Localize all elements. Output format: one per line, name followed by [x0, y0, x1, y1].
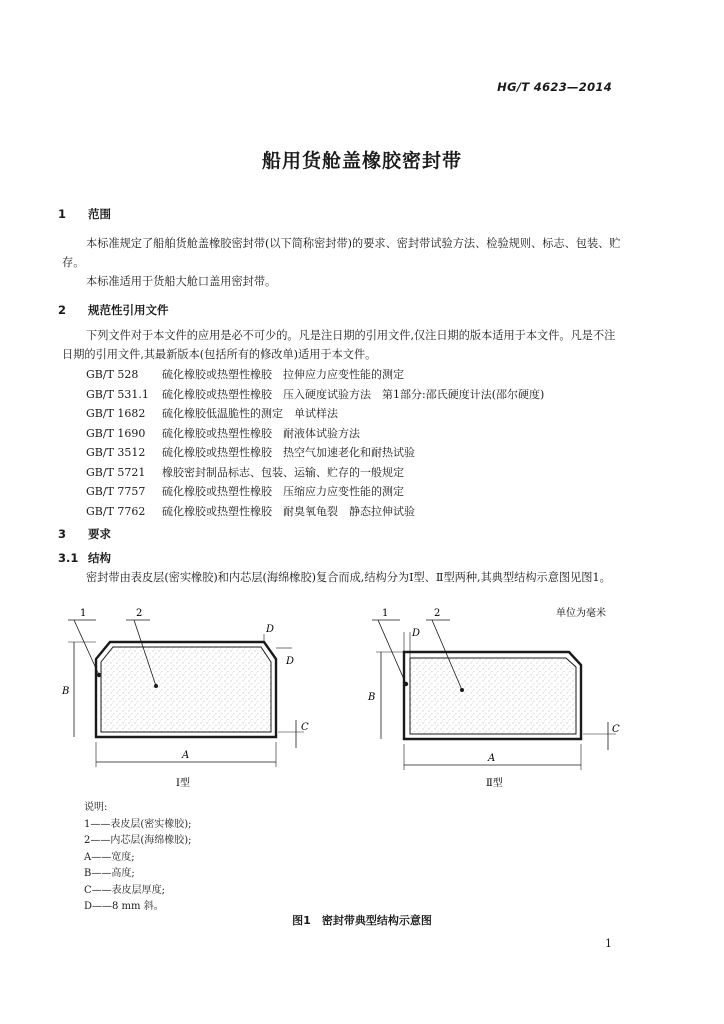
reference-item [86, 366, 404, 382]
section-3-1-heading [58, 550, 111, 566]
type-2-dim-b: B [368, 692, 376, 703]
legend-item: B——高度; [84, 868, 135, 879]
legend-item: 1——表皮层(密实橡胶); [84, 818, 192, 830]
reference-code: GB/T 531.1 [86, 387, 149, 401]
reference-title: 硫化橡胶或热塑性橡胶 压入硬度试验方法 第1部分:邵氏硬度计法(邵尔硬度) [162, 387, 545, 401]
section-1-paragraph-2: 本标准适用于货船大舱口盖用密封带。 [86, 275, 277, 288]
section-number: 1 [58, 207, 67, 221]
page-number: 1 [605, 937, 612, 950]
section-title: 结构 [88, 551, 111, 565]
section-number: 3.1 [58, 551, 79, 565]
type-1-callout-2: 2 [136, 608, 143, 619]
legend-item: C——表皮层厚度; [84, 884, 166, 896]
type-2-dim-d: D [412, 628, 421, 639]
section-number: 3 [58, 527, 67, 541]
reference-title: 硫化橡胶或热塑性橡胶 拉伸应力应变性能的测定 [162, 368, 404, 381]
reference-title: 硫化橡胶或热塑性橡胶 压缩应力应变性能的测定 [162, 485, 404, 498]
reference-item [86, 405, 338, 421]
section-2-heading [58, 302, 169, 318]
section-3-heading [58, 526, 111, 542]
page-title: 船用货舱盖橡胶密封带 [261, 150, 462, 172]
reference-title: 橡胶密封制品标志、包装、运输、贮存的一般规定 [162, 465, 404, 479]
type-1-dim-a: A [182, 750, 190, 761]
reference-code: GB/T 3512 [86, 446, 146, 459]
type-1-callout-1: 1 [80, 608, 87, 619]
section-title: 要求 [88, 527, 111, 541]
section-3-1-paragraph: 密封带由表皮层(密实橡胶)和内芯层(海绵橡胶)复合而成,结构分为Ⅰ型、Ⅱ型两种,其典型结构示意图见图1。 [86, 571, 611, 584]
legend-item: A——宽度; [84, 851, 135, 863]
figure-caption: 图1 密封带典型结构示意图 [292, 914, 432, 927]
section-title: 范围 [88, 207, 111, 221]
seal-structure-figure [56, 602, 676, 822]
section-number: 2 [58, 303, 67, 317]
figure-legend [84, 800, 192, 916]
section-2-intro: 下列文件对于本文件的应用是必不可少的。凡是注日期的引用文件,仅注日期的版本适用于本文件。凡是不注日期的引用文件,其最新版本(包括所有的修改单)适用于本文件。 [62, 329, 616, 361]
section-1-heading [58, 206, 111, 222]
reference-title: 硫化橡胶或热塑性橡胶 耐液体试验方法 [162, 426, 360, 440]
type-1-sponge-core [101, 647, 271, 732]
reference-item [86, 483, 404, 499]
legend-item: 2——内芯层(海绵橡胶); [84, 835, 192, 846]
reference-code: GB/T 528 [86, 368, 139, 381]
standard-number: HG/T 4623—2014 [497, 80, 612, 94]
type-2-label: Ⅱ型 [486, 778, 503, 789]
section-1-paragraph-1: 本标准规定了船舶货舱盖橡胶密封带(以下简称密封带)的要求、密封带试验方法、检验规则、标志、包装、贮存。 [62, 237, 621, 269]
reference-code: GB/T 5721 [86, 465, 146, 479]
unit-note: 单位为毫米 [556, 608, 606, 619]
reference-item [86, 425, 360, 441]
type-2-callout-2: 2 [434, 608, 441, 619]
reference-item [86, 444, 415, 460]
legend-title: 说明: [84, 802, 108, 813]
reference-code: GB/T 7762 [86, 504, 146, 518]
reference-title: 硫化橡胶或热塑性橡胶 耐臭氧龟裂 静态拉伸试验 [162, 504, 415, 518]
reference-title: 硫化橡胶或热塑性橡胶 热空气加速老化和耐热试验 [162, 446, 415, 459]
type-2-callout-1: 1 [382, 608, 389, 619]
type-1-leader-1 [74, 620, 99, 675]
type-2-diagram [367, 608, 620, 789]
type-1-dim-d-side: D [286, 656, 295, 667]
type-1-dim-c: C [301, 722, 309, 733]
type-1-diagram [61, 608, 309, 789]
legend-item: D——8 mm 斜。 [84, 901, 164, 912]
reference-item [86, 386, 544, 402]
reference-title: 硫化橡胶低温脆性的测定 单试样法 [162, 407, 338, 420]
type-2-sponge-core [410, 658, 576, 734]
reference-item [86, 464, 404, 480]
reference-code: GB/T 1690 [86, 426, 146, 440]
type-1-dim-b: B [62, 686, 70, 697]
type-2-dim-a: A [488, 753, 496, 764]
reference-item [86, 503, 415, 519]
type-2-dim-c: C [612, 724, 620, 735]
reference-code: GB/T 1682 [86, 407, 146, 420]
type-1-dim-d-top: D [266, 624, 275, 635]
section-title: 规范性引用文件 [88, 303, 169, 317]
type-1-label: Ⅰ型 [176, 778, 190, 789]
reference-code: GB/T 7757 [86, 485, 146, 498]
